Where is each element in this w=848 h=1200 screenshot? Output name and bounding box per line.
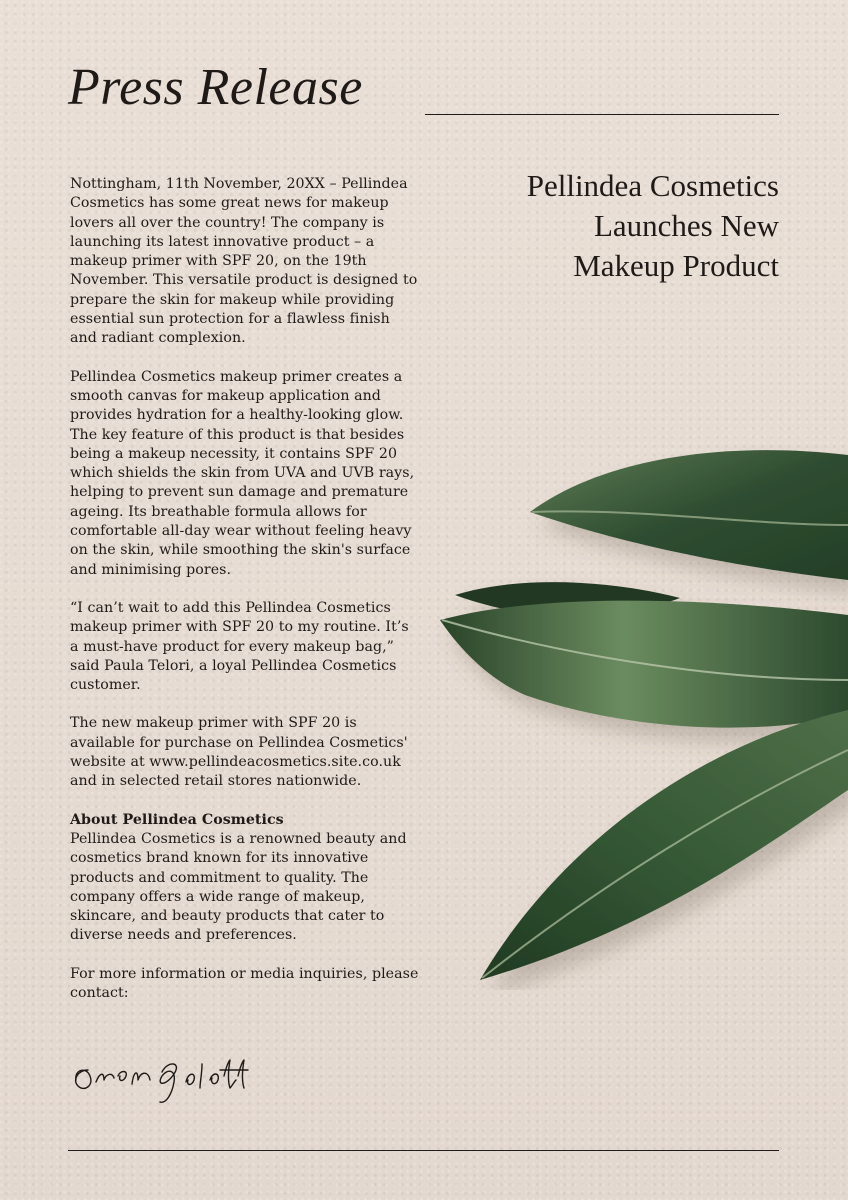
intro-paragraph: Nottingham, 11th November, 20XX – Pellindea Cosmetics has some great news for makeup lovers all over the country! The company is launching its latest innovative product – a makeup primer with SPF 20, on the 19th November. This versatile product is designed to prepare the skin for makeup while providing essential sun protection for a flawless finish and radiant complexion. (70, 176, 418, 347)
customer-quote-paragraph: “I can’t wait to add this Pellindea Cosmetics makeup primer with SPF 20 to my routine. It’s a must-have product for every makeup bag,” said Paula Telori, a loyal Pellindea Cosmetics customer. (70, 599, 409, 694)
press-release-body (70, 175, 420, 1022)
product-paragraph: Pellindea Cosmetics makeup primer creates a smooth canvas for makeup application and provides hydration for a healthy-looking glow. The key feature of this product is that besides being a makeup necessity, it contains SPF 20 which shields the skin from UVA and UVB rays, helping to prevent sun damage and premature ageing. Its breathable formula allows for comfortable all-day wear without feeling heavy on the skin, while smoothing the skin's surface and minimising pores. (70, 368, 415, 578)
signature (70, 1052, 290, 1112)
contact-paragraph: For more information or media inquiries, please contact: (70, 965, 419, 1001)
about-body: Pellindea Cosmetics is a renowned beauty and cosmetics brand known for its innovative products and commitment to quality. The company offers a wide range of makeup, skincare, and beauty products that cater to diverse needs and preferences. (70, 830, 407, 944)
headline: Pellindea Cosmetics Launches New Makeup Product (526, 168, 779, 283)
bottom-divider (68, 1150, 779, 1151)
availability-paragraph: The new makeup primer with SPF 20 is available for purchase on Pellindea Cosmetics' website at www.pellindeacosmetics.site.co.uk and in selected retail stores nationwide. (70, 715, 408, 790)
about-heading: About Pellindea Cosmetics (70, 811, 284, 828)
leaf-illustration (430, 430, 848, 990)
about-section (70, 811, 420, 946)
top-divider (425, 114, 779, 115)
page-title: Press Release (68, 59, 363, 116)
